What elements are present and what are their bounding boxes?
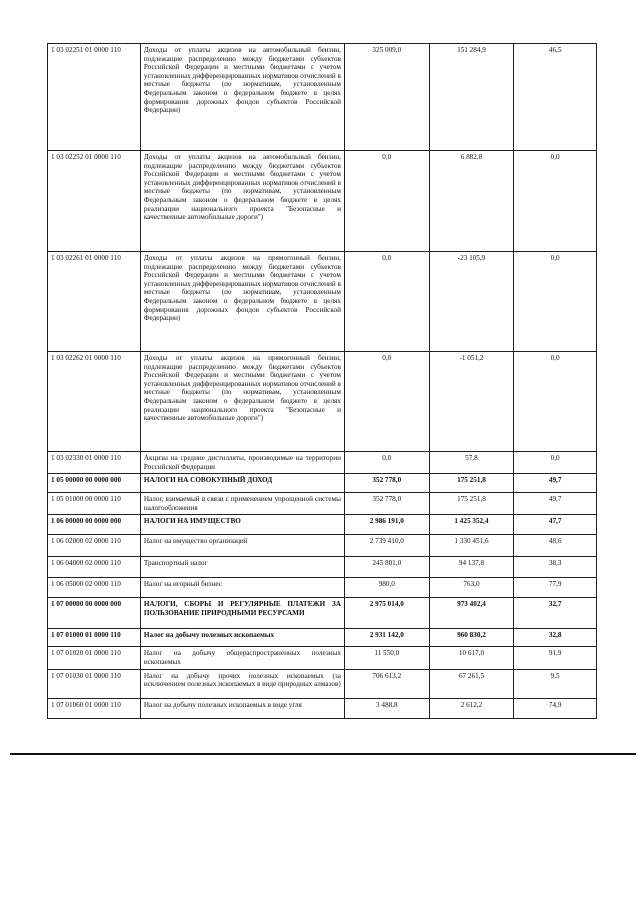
row-fact: 763,0 (429, 578, 514, 598)
revenue-table-body (48, 44, 597, 719)
row-code: 1 07 01000 01 0000 110 (48, 629, 141, 647)
row-percent: 38,3 (514, 557, 597, 578)
row-code: 1 06 02000 02 0000 110 (48, 535, 141, 557)
row-plan: 3 488,8 (344, 698, 429, 718)
row-percent: 0,0 (514, 151, 597, 252)
row-percent: 48,6 (514, 535, 597, 557)
row-percent: 74,9 (514, 698, 597, 718)
row-name: Налог на добычу общераспространенных полезных ископаемых (140, 647, 344, 669)
row-percent: 0,0 (514, 452, 597, 474)
row-fact: -1 051,2 (429, 352, 514, 452)
row-fact: 1 330 451,6 (429, 535, 514, 557)
row-code: 1 07 01020 01 0000 110 (48, 647, 141, 669)
row-plan: 11 550,0 (344, 647, 429, 669)
row-plan: 706 613,2 (344, 669, 429, 698)
row-plan: 0,0 (344, 352, 429, 452)
table-row (48, 535, 597, 557)
table-row (48, 352, 597, 452)
row-percent: 49,7 (514, 493, 597, 515)
row-percent: 0,0 (514, 252, 597, 352)
row-name: Налог на добычу прочих полезных ископаемых (за исключением полезных ископаемых в виде природных алмазов) (140, 669, 344, 698)
row-fact: 2 612,2 (429, 698, 514, 718)
row-fact: 94 137,8 (429, 557, 514, 578)
row-percent: 9,5 (514, 669, 597, 698)
row-fact: 10 617,0 (429, 647, 514, 669)
table-row (48, 557, 597, 578)
table-row (48, 598, 597, 629)
row-name: НАЛОГИ, СБОРЫ И РЕГУЛЯРНЫЕ ПЛАТЕЖИ ЗА ПОЛЬЗОВАНИЕ ПРИРОДНЫМИ РЕСУРСАМИ (140, 598, 344, 629)
row-code: 1 06 04000 02 0000 110 (48, 557, 141, 578)
row-code: 1 03 02261 01 0000 110 (48, 252, 141, 352)
row-fact: 6 882,8 (429, 151, 514, 252)
row-name: Доходы от уплаты акцизов на прямогонный бензин, подлежащие распределению между бюджетами субъектов Российской Федерации и местными бюджетами с учетом установленных дифференцированных нормативов отчислений в местные бюджеты (по нормативам, установленным Федеральным законом о федеральном бюджете в целях формирования дорожных фондов субъектов Российской Федерации) (140, 252, 344, 352)
row-percent: 47,7 (514, 515, 597, 535)
row-plan: 2 931 142,0 (344, 629, 429, 647)
row-fact: 175 251,8 (429, 493, 514, 515)
row-code: 1 03 02251 01 0000 110 (48, 44, 141, 151)
row-code: 1 03 02330 01 0000 110 (48, 452, 141, 474)
row-percent: 49,7 (514, 474, 597, 493)
row-name: Налог на игорный бизнес (140, 578, 344, 598)
row-name: Налог на имущество организаций (140, 535, 344, 557)
row-name: Акцизы на средние дистилляты, производимые на территории Российской Федерации (140, 452, 344, 474)
row-percent: 32,7 (514, 598, 597, 629)
table-row (48, 252, 597, 352)
table-row (48, 474, 597, 493)
row-fact: 57,8 (429, 452, 514, 474)
row-code: 1 03 02252 01 0000 110 (48, 151, 141, 252)
table-row (48, 698, 597, 718)
row-percent: 32,8 (514, 629, 597, 647)
table-row (48, 151, 597, 252)
row-plan: 0,0 (344, 252, 429, 352)
row-plan: 325 009,0 (344, 44, 429, 151)
row-code: 1 07 01060 01 0000 110 (48, 698, 141, 718)
row-percent: 77,9 (514, 578, 597, 598)
row-fact: 973 402,4 (429, 598, 514, 629)
row-code: 1 03 02262 01 0000 110 (48, 352, 141, 452)
page-divider-line (10, 753, 636, 755)
row-fact: 1 425 352,4 (429, 515, 514, 535)
row-code: 1 05 00000 00 0000 000 (48, 474, 141, 493)
row-code: 1 06 00000 00 0000 000 (48, 515, 141, 535)
row-name: Доходы от уплаты акцизов на прямогонный бензин, подлежащие распределению между бюджетами субъектов Российской Федерации и местными бюджетами с учетом установленных дифференцированных нормативов отчислений в местные бюджеты (по нормативам, установленным Федеральным законом о федеральном бюджете в целях реализации национального проекта "Безопасные и качественные автомобильные дороги") (140, 352, 344, 452)
row-plan: 2 986 191,0 (344, 515, 429, 535)
table-row (48, 647, 597, 669)
row-code: 1 07 01030 01 0000 110 (48, 669, 141, 698)
row-plan: 2 739 410,0 (344, 535, 429, 557)
row-plan: 980,0 (344, 578, 429, 598)
row-plan: 2 975 014,0 (344, 598, 429, 629)
row-percent: 91,9 (514, 647, 597, 669)
row-plan: 352 778,0 (344, 474, 429, 493)
row-plan: 0,0 (344, 151, 429, 252)
table-row (48, 44, 597, 151)
row-name: Доходы от уплаты акцизов на автомобильный бензин, подлежащие распределению между бюджетами субъектов Российской Федерации и местными бюджетами с учетом установленных дифференцированных нормативов отчислений в местные бюджеты (по нормативам, установленным Федеральным законом о федеральном бюджете в целях формирования дорожных фондов субъектов Российской Федерации) (140, 44, 344, 151)
row-name: Доходы от уплаты акцизов на автомобильный бензин, подлежащие распределению между бюджетами субъектов Российской Федерации и местными бюджетами с учетом установленных дифференцированных нормативов отчислений в местные бюджеты (по нормативам, установленным Федеральным законом о федеральном бюджете в целях реализации национального проекта "Безопасные и качественные автомобильные дороги") (140, 151, 344, 252)
row-fact: 67 261,5 (429, 669, 514, 698)
row-percent: 0,0 (514, 352, 597, 452)
row-percent: 46,5 (514, 44, 597, 151)
table-row (48, 493, 597, 515)
row-fact: 960 830,2 (429, 629, 514, 647)
row-plan: 245 801,0 (344, 557, 429, 578)
row-fact: -23 105,9 (429, 252, 514, 352)
row-name: Налог на добычу полезных ископаемых в виде угля (140, 698, 344, 718)
row-plan: 352 778,0 (344, 493, 429, 515)
table-row (48, 515, 597, 535)
table-row (48, 578, 597, 598)
table-row (48, 629, 597, 647)
row-fact: 175 251,8 (429, 474, 514, 493)
row-code: 1 07 00000 00 0000 000 (48, 598, 141, 629)
row-code: 1 06 05000 02 0000 110 (48, 578, 141, 598)
row-name: НАЛОГИ НА ИМУЩЕСТВО (140, 515, 344, 535)
row-fact: 151 284,9 (429, 44, 514, 151)
revenue-table (47, 43, 597, 719)
row-name: Налог, взимаемый в связи с применением упрощенной системы налогообложения (140, 493, 344, 515)
row-plan: 0,0 (344, 452, 429, 474)
row-name: Налог на добычу полезных ископаемых (140, 629, 344, 647)
row-name: НАЛОГИ НА СОВОКУПНЫЙ ДОХОД (140, 474, 344, 493)
table-row (48, 669, 597, 698)
row-code: 1 05 01000 00 0000 110 (48, 493, 141, 515)
table-row (48, 452, 597, 474)
row-name: Транспортный налог (140, 557, 344, 578)
